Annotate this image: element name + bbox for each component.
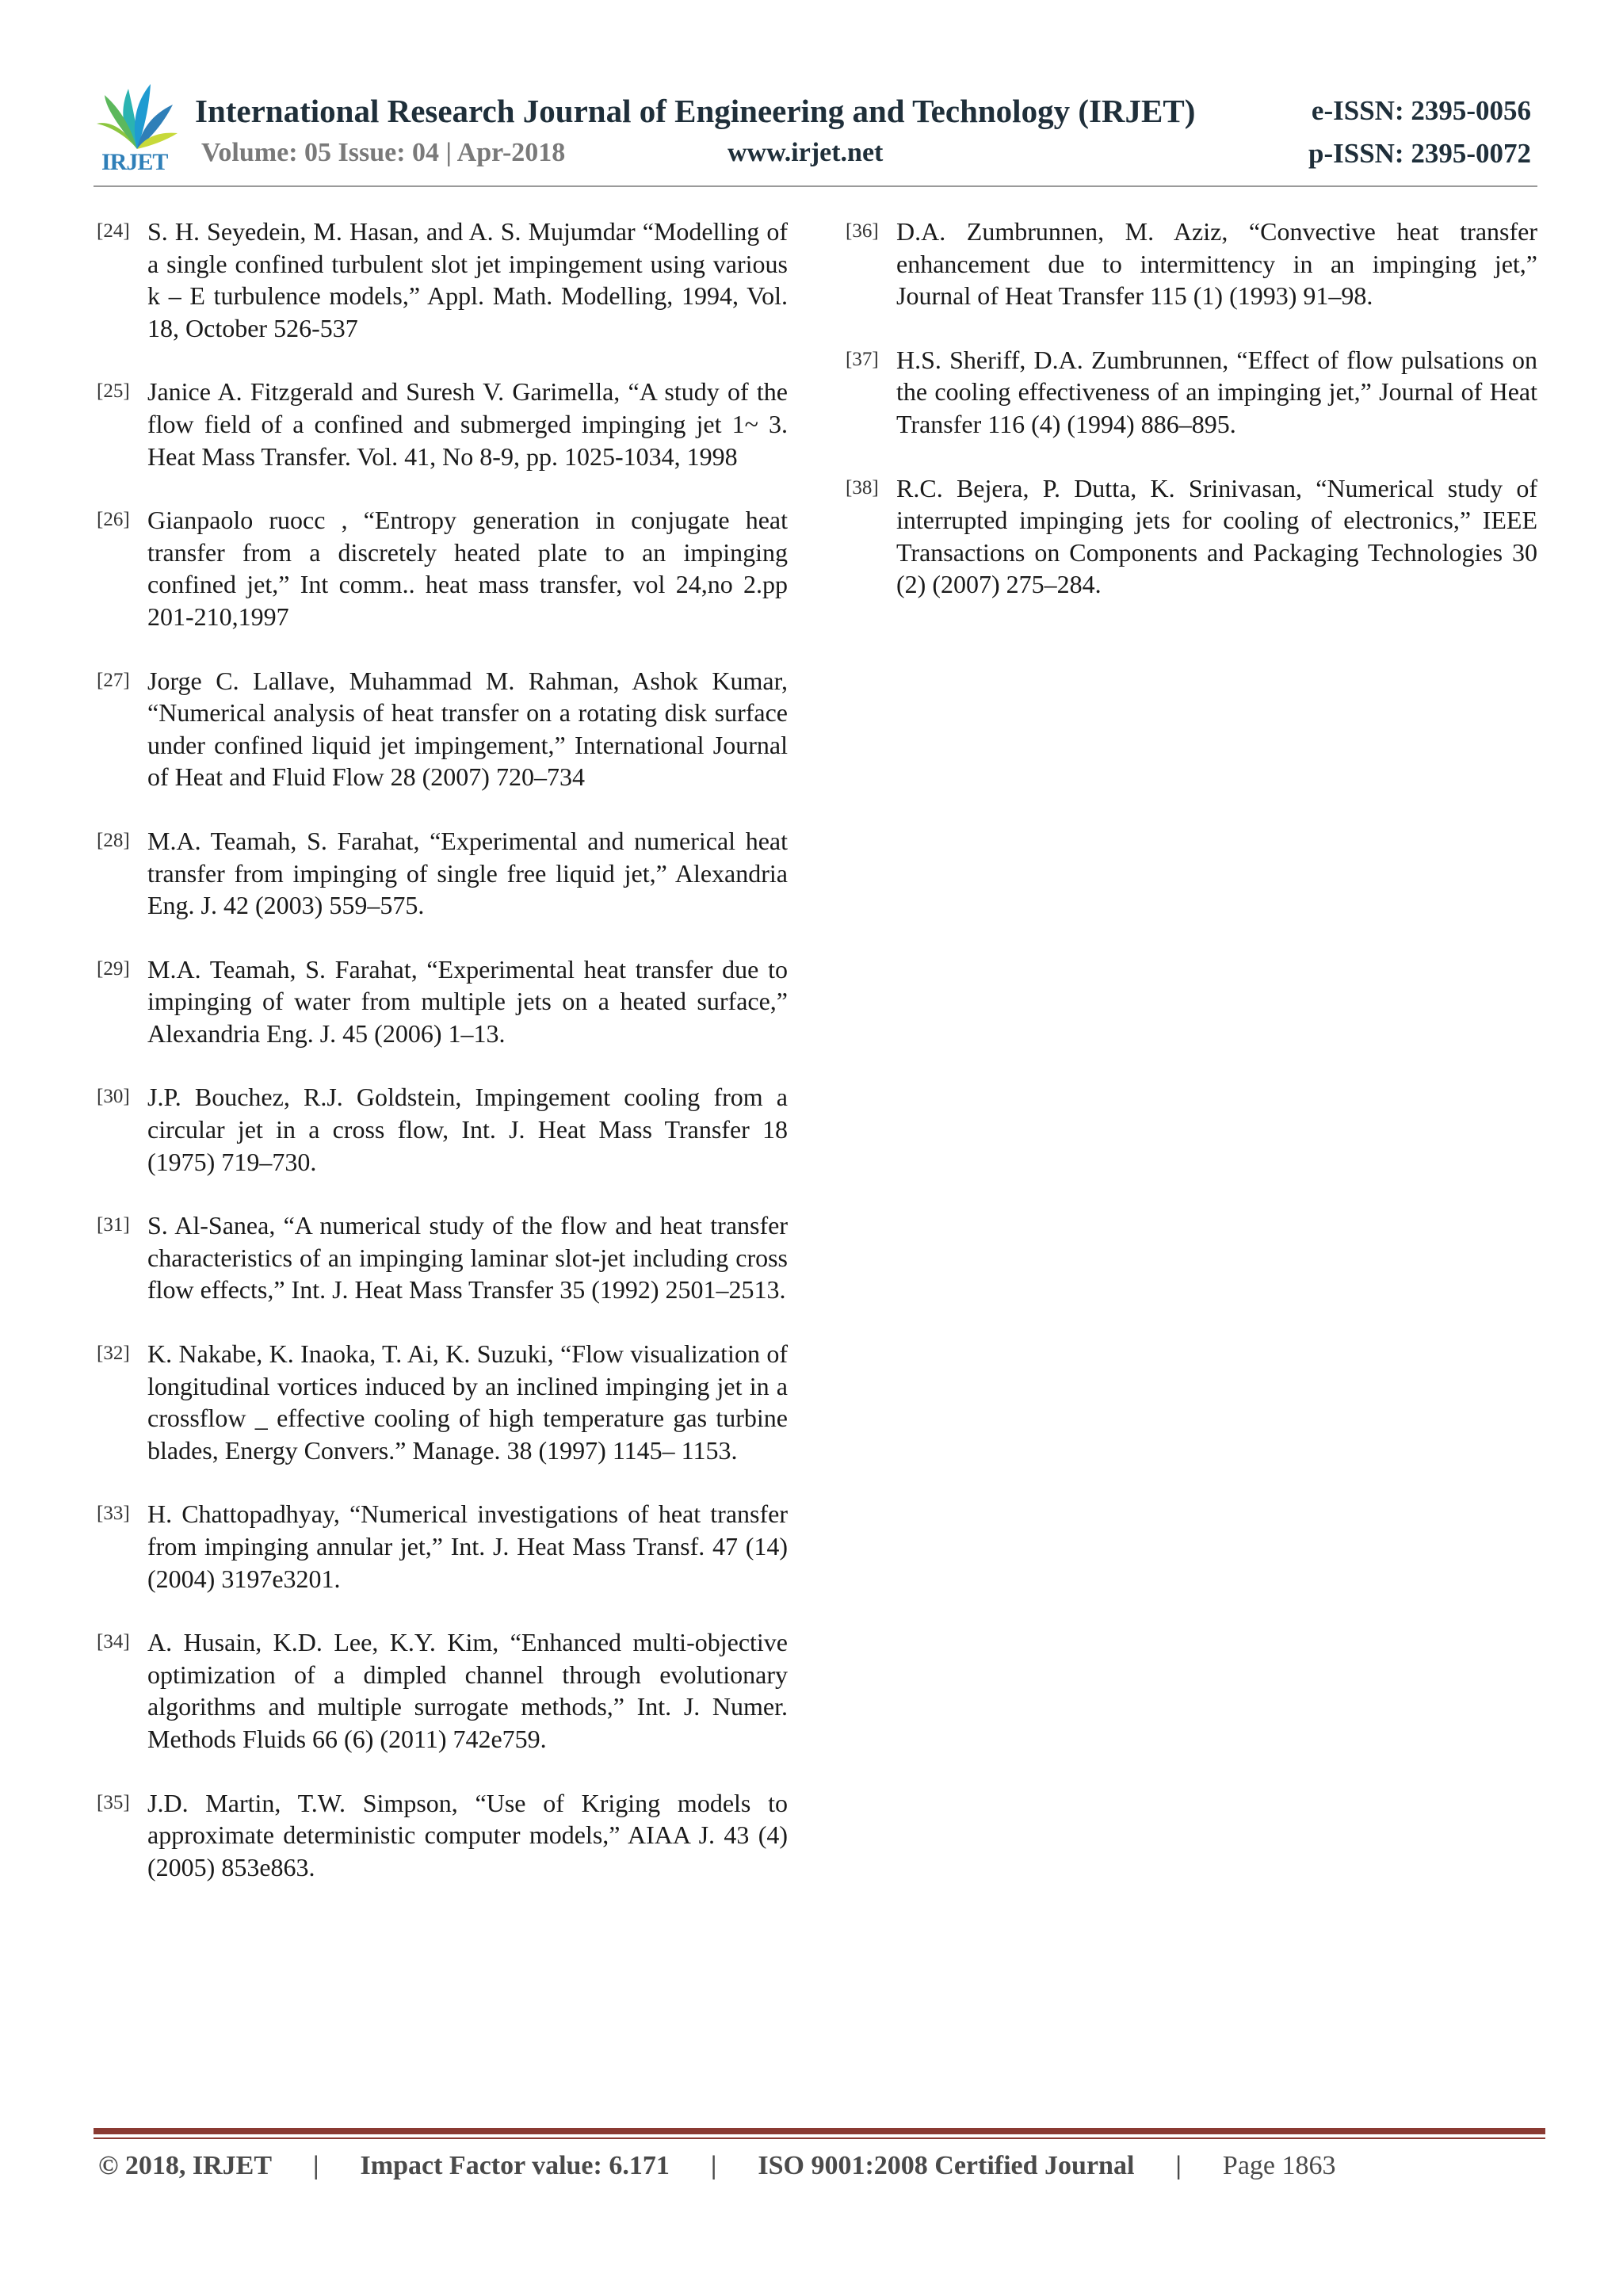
references-right-column	[846, 216, 1537, 632]
logo-text: IRJET	[101, 149, 168, 175]
reference-number: [29]	[97, 957, 130, 980]
footer-impact-factor: Impact Factor value: 6.171	[360, 2151, 670, 2180]
reference-item	[97, 1081, 788, 1178]
reference-item	[97, 376, 788, 472]
reference-item	[97, 216, 788, 344]
reference-number: [25]	[97, 380, 130, 403]
reference-item	[97, 665, 788, 793]
reference-number: [26]	[97, 509, 130, 531]
reference-item	[846, 216, 1537, 312]
reference-text: S. Al-Sanea, “A numerical study of the flow and heat transfer characteristics of an impinging laminar slot-jet including cross flow effects,” Int. J. Heat Mass Transfer 35 (1992) 2501–2513.	[147, 1211, 788, 1305]
reference-text: R.C. Bejera, P. Dutta, K. Srinivasan, “Numerical study of interrupted impinging jets for cooling of electronics,” IEEE Transactions on Components and Packaging Technologies 30 (2) (2007) 275–284.	[896, 473, 1537, 599]
logo-leaves-icon	[94, 79, 181, 155]
references-left-column	[97, 216, 788, 1915]
reference-item	[846, 472, 1537, 601]
footer-copyright: © 2018, IRJET	[98, 2151, 273, 2180]
reference-number: [28]	[97, 829, 130, 851]
reference-text: K. Nakabe, K. Inaoka, T. Ai, K. Suzuki, “Flow visualization of longitudinal vortices induced by an inclined impinging jet in a crossflow _ effective cooling of high temperature gas turbine blades, Energy Convers.” Manage. 38 (1997) 1145– 1153.	[147, 1339, 788, 1465]
volume-issue: Volume: 05 Issue: 04 | Apr-2018	[201, 138, 566, 167]
page-number: Page 1863	[1222, 2151, 1336, 2180]
reference-item	[97, 1626, 788, 1755]
page-header	[94, 73, 1537, 190]
reference-text: Gianpaolo ruocc , “Entropy generation in conjugate heat transfer from a discretely heated plate to an impinging confined jet,” Int comm.. heat mass transfer, vol 24,no 2.pp 201-210,1997	[147, 506, 788, 631]
reference-item	[97, 1209, 788, 1306]
reference-number: [37]	[846, 348, 879, 370]
reference-item	[97, 1498, 788, 1595]
reference-number: [24]	[97, 220, 130, 242]
footer-separator: |	[710, 2151, 717, 2180]
reference-text: J.D. Martin, T.W. Simpson, “Use of Kriging models to approximate deterministic computer models,” AIAA J. 43 (4) (2005) 853e863.	[147, 1788, 788, 1881]
reference-number: [36]	[846, 220, 879, 242]
reference-number: [30]	[97, 1086, 130, 1108]
reference-text: S. H. Seyedein, M. Hasan, and A. S. Mujumdar “Modelling of a single confined turbulent slot jet impingement using various k – E turbulence models,” Appl. Math. Modelling, 1994, Vol. 18, October 526-537	[147, 217, 788, 342]
footer-separator: |	[313, 2151, 319, 2180]
reference-number: [38]	[846, 476, 879, 499]
journal-title: International Research Journal of Engineering and Technology (IRJET)	[195, 93, 1196, 129]
reference-number: [33]	[97, 1503, 130, 1525]
reference-text: M.A. Teamah, S. Farahat, “Experimental heat transfer due to impinging of water from multiple jets on a heated surface,” Alexandria Eng. J. 45 (2006) 1–13.	[147, 954, 788, 1048]
reference-number: [32]	[97, 1343, 130, 1365]
reference-number: [31]	[97, 1214, 130, 1236]
reference-item	[97, 1338, 788, 1466]
reference-number: [35]	[97, 1791, 130, 1813]
reference-text: Jorge C. Lallave, Muhammad M. Rahman, Ashok Kumar, “Numerical analysis of heat transfer on a rotating disk surface under confined liquid jet impingement,” International Journal of Heat and Fluid Flow 28 (2007) 720–734	[147, 666, 788, 792]
reference-number: [27]	[97, 669, 130, 691]
reference-text: A. Husain, K.D. Lee, K.Y. Kim, “Enhanced multi-objective optimization of a dimpled channel through evolutionary algorithms and multiple surrogate methods,” Int. J. Numer. Methods Fluids 66 (6) (2011) 742e759.	[147, 1628, 788, 1753]
reference-text: D.A. Zumbrunnen, M. Aziz, “Convective heat transfer enhancement due to intermittency in an impinging jet,” Journal of Heat Transfer 115 (1) (1993) 91–98.	[896, 217, 1537, 311]
footer-iso-certification: ISO 9001:2008 Certified Journal	[758, 2151, 1135, 2180]
reference-text: M.A. Teamah, S. Farahat, “Experimental and numerical heat transfer from impinging of single free liquid jet,” Alexandria Eng. J. 42 (2003) 559–575.	[147, 826, 788, 920]
reference-item	[97, 1787, 788, 1884]
footer-divider-thin	[94, 2137, 1545, 2139]
reference-text: H. Chattopadhyay, “Numerical investigations of heat transfer from impinging annular jet,” Int. J. Heat Mass Transf. 47 (14) (2004) 3197e3201.	[147, 1499, 788, 1593]
footer-separator: |	[1175, 2151, 1182, 2180]
reference-number: [34]	[97, 1631, 130, 1653]
journal-website-link[interactable]: www.irjet.net	[727, 138, 884, 167]
reference-text: Janice A. Fitzgerald and Suresh V. Garimella, “A study of the flow field of a confined and submerged impinging jet 1~ 3. Heat Mass Transfer. Vol. 41, No 8-9, pp. 1025-1034, 1998	[147, 377, 788, 471]
reference-item	[97, 953, 788, 1050]
reference-item	[846, 344, 1537, 441]
e-issn: e-ISSN: 2395-0056	[1311, 95, 1531, 126]
header-divider	[94, 185, 1537, 187]
reference-item	[97, 504, 788, 632]
reference-item	[97, 825, 788, 922]
irjet-logo	[94, 79, 181, 173]
reference-text: H.S. Sheriff, D.A. Zumbrunnen, “Effect of flow pulsations on the cooling effectiveness of an impinging jet,” Journal of Heat Transfer 116 (4) (1994) 886–895.	[896, 345, 1537, 438]
page-footer	[98, 2151, 1336, 2181]
footer-divider-thick	[94, 2128, 1545, 2134]
reference-text: J.P. Bouchez, R.J. Goldstein, Impingement cooling from a circular jet in a cross flow, Int. J. Heat Mass Transfer 18 (1975) 719–730.	[147, 1083, 788, 1176]
p-issn: p-ISSN: 2395-0072	[1308, 138, 1531, 169]
